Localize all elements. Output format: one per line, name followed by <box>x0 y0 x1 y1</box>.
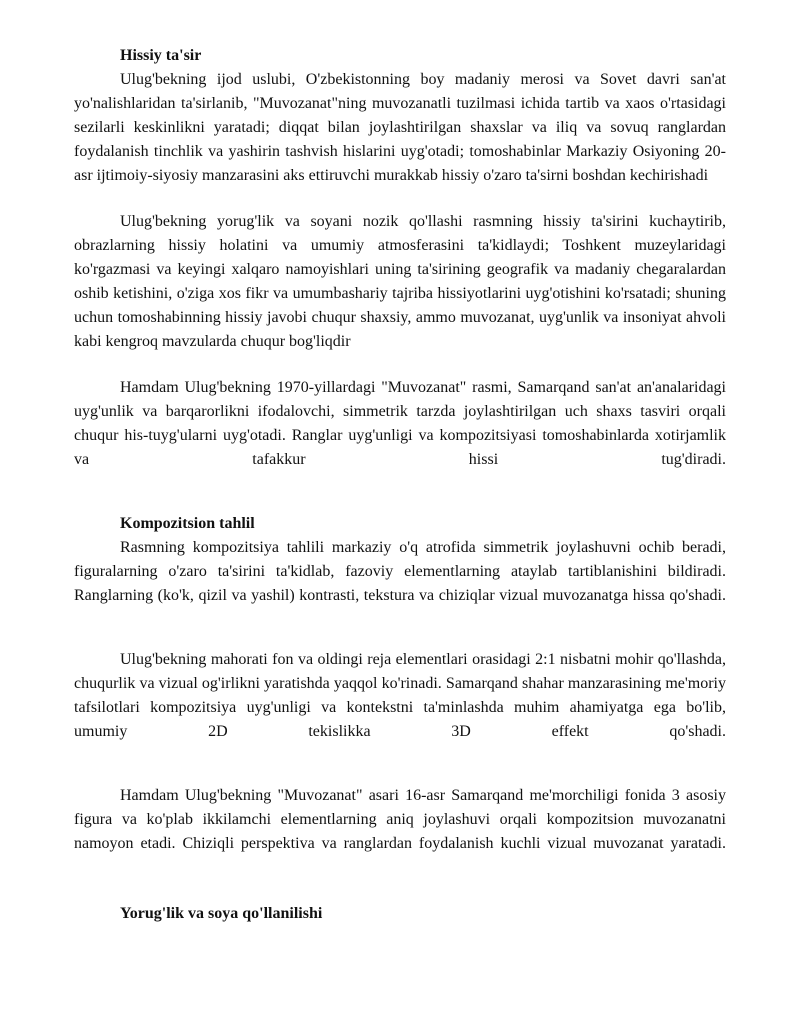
paragraph: Ulug'bekning yorug'lik va soyani nozik qo'llashi rasmning hissiy ta'sirini kuchaytirib, obrazlarning hissiy holatini va umumiy atmosferasini ta'kidlaydi; Toshkent muzeylaridagi ko'rgazmasi va keyingi xalqaro namoyishlari uning ta'sirining geografik va madaniy chegaralardan oshib ketishini, o'ziga xos fikr va umumbashariy tajriba hissiyotlarini uyg'otishini ko'rsatadi; shuning uchun tomoshabinning hissiy javobi chuqur shaxsiy, ammo muvozanat, uyg'unlik va insoniyat ahvoli kabi kengroq mavzularda chuqur bog'liqdir <box>74 213 726 350</box>
section-heading-light-and-shadow: Yorug'lik va soya qo'llanilishi <box>120 905 323 922</box>
section-heading-emotional-impact: Hissiy ta'sir <box>120 47 202 64</box>
section-heading-composition-analysis: Kompozitsion tahlil <box>120 515 255 532</box>
paragraph: Ulug'bekning ijod uslubi, O'zbekistonning boy madaniy merosi va Sovet davri san'at yo'nalishlaridan ta'sirlanib, "Muvozanat"ning muvozanatli tuzilmasi ichida tartib va xaos o'rtasidagi sezilarli keskinlikni yaratadi; diqqat bilan joylashtirilgan shaxslar va iliq va sovuq ranglardan foydalanish tinchlik va yashirin tashvish hislarini uyg'otadi; tomoshabinlar Markaziy Osiyoning 20-asr ijtimoiy-siyosiy manzarasini aks ettiruvchi murakkab hissiy o'zaro ta'sirni boshdan kechirishadi <box>74 71 726 184</box>
paragraph: Rasmning kompozitsiya tahlili markaziy o'q atrofida simmetrik joylashuvni ochib beradi, figuralarning o'zaro ta'sirini ta'kidlab, fazoviy elementlarning ataylab tartiblanishini bildiradi. Ranglarning (ko'k, qizil va yashil) kontrasti, tekstura va chiziqlar vizual muvozanatga hissa qo'shadi. <box>74 539 726 604</box>
paragraph: Hamdam Ulug'bekning 1970-yillardagi "Muvozanat" rasmi, Samarqand san'at an'analaridagi uyg'unlik va barqarorlikni ifodalovchi, simmetrik tarzda joylashtirilgan uch shaxs tasviri orqali chuqur his-tuyg'ularni uyg'otadi. Ranglar uyg'unligi va kompozitsiyasi tomoshabinlarda xotirjamlik va tafakkur hissi tug'diradi. <box>74 379 726 468</box>
paragraph: Hamdam Ulug'bekning "Muvozanat" asari 16-asr Samarqand me'morchiligi fonida 3 asosiy figura va ko'plab ikkilamchi elementlarning aniq joylashuvi orqali kompozitsion muvozanatni namoyon etadi. Chiziqli perspektiva va ranglardan foydalanish kuchli vizual muvozanat yaratadi. <box>74 787 726 852</box>
paragraph: Ulug'bekning mahorati fon va oldingi reja elementlari orasidagi 2:1 nisbatni mohir qo'llashda, chuqurlik va vizual og'irlikni yaratishda yaqqol ko'rinadi. Samarqand shahar manzarasining me'moriy tafsilotlari kompozitsiya uyg'unligi va kontekstni ta'minlashda muhim ahamiyatga ega bo'lib, umumiy 2D tekislikka 3D effekt qo'shadi. <box>74 651 726 740</box>
